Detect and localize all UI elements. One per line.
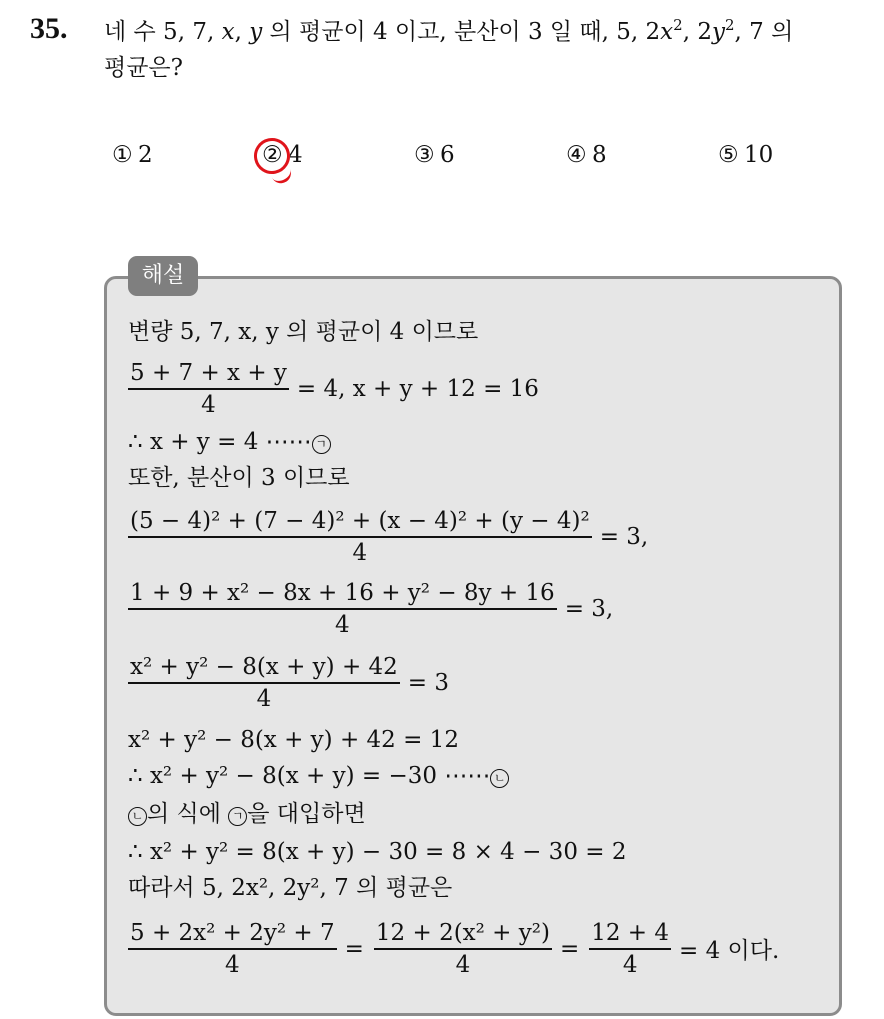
solution-fraction-2: $\frac{\text{(5 − 4)² + (7 − 4)² + (x − 4)² + (y − 4)²}}{4}$ = 3, (130, 508, 649, 566)
choice-2[interactable]: ② 4 (262, 142, 303, 168)
solution-tab: 해설 (128, 256, 198, 296)
question-line-1: 네 수 5, 7, x, y 의 평균이 4 이고, 분산이 3 일 때, 5, $2x^2$, $2y^2$, 7 의 (104, 16, 794, 45)
solution-line-10: ㄴ 의 식에 ㄱ 을 대입하면 (128, 798, 366, 830)
answer-choices (0, 142, 884, 178)
question-line-2: 평균은? (104, 55, 183, 81)
solution-fraction-4: $\frac{\text{x² + y² − 8(x + y) + 42}}{4}$ = 3 (130, 654, 450, 712)
solution-line-12: 따라서 5, 2x², 2y², 7 의 평균은 (128, 875, 453, 901)
solution-line-4: 또한, 분산이 3 이므로 (128, 465, 350, 491)
question-text (104, 14, 874, 86)
solution-fraction-5: $\frac{\text{5 + 2x² + 2y² + 7}}{4}$ = $\frac{\text{12 + 2(x² + y²)}}{4}$ = $\frac{12 + 4}{4}$ = 4 이다. (130, 920, 780, 978)
solution-line-11: ∴ x² + y² = 8(x + y) − 30 = 8 × 4 − 30 = 2 (128, 839, 627, 865)
solution-fraction-1: $\frac{5 + 7 + x + y}{4}$ = 4, x + y + 12 = 16 (130, 360, 539, 418)
solution-fraction-3: $\frac{\text{1 + 9 + x² − 8x + 16 + y² − 8y + 16}}{4}$ = 3, (130, 580, 614, 638)
question-number: 35. (30, 12, 68, 45)
choice-3[interactable]: ③ 6 (414, 142, 455, 168)
circled-label-b-ref: ㄴ (128, 807, 147, 826)
solution-line-3: ∴ x + y = 4 ⋯⋯ ㄱ (128, 426, 331, 458)
choice-4[interactable]: ④ 8 (566, 142, 607, 168)
solution-line-8: x² + y² − 8(x + y) + 42 = 12 (128, 727, 459, 753)
choice-5[interactable]: ⑤ 10 (718, 142, 774, 168)
circled-label-b: ㄴ (490, 769, 509, 788)
solution-line-9: ∴ x² + y² − 8(x + y) = −30 ⋯⋯ ㄴ (128, 760, 509, 792)
circled-label-a: ㄱ (312, 435, 331, 454)
circled-label-a-ref: ㄱ (228, 807, 247, 826)
solution-line-1: 변량 5, 7, x, y 의 평균이 4 이므로 (128, 319, 479, 345)
choice-1[interactable]: ① 2 (112, 142, 153, 168)
